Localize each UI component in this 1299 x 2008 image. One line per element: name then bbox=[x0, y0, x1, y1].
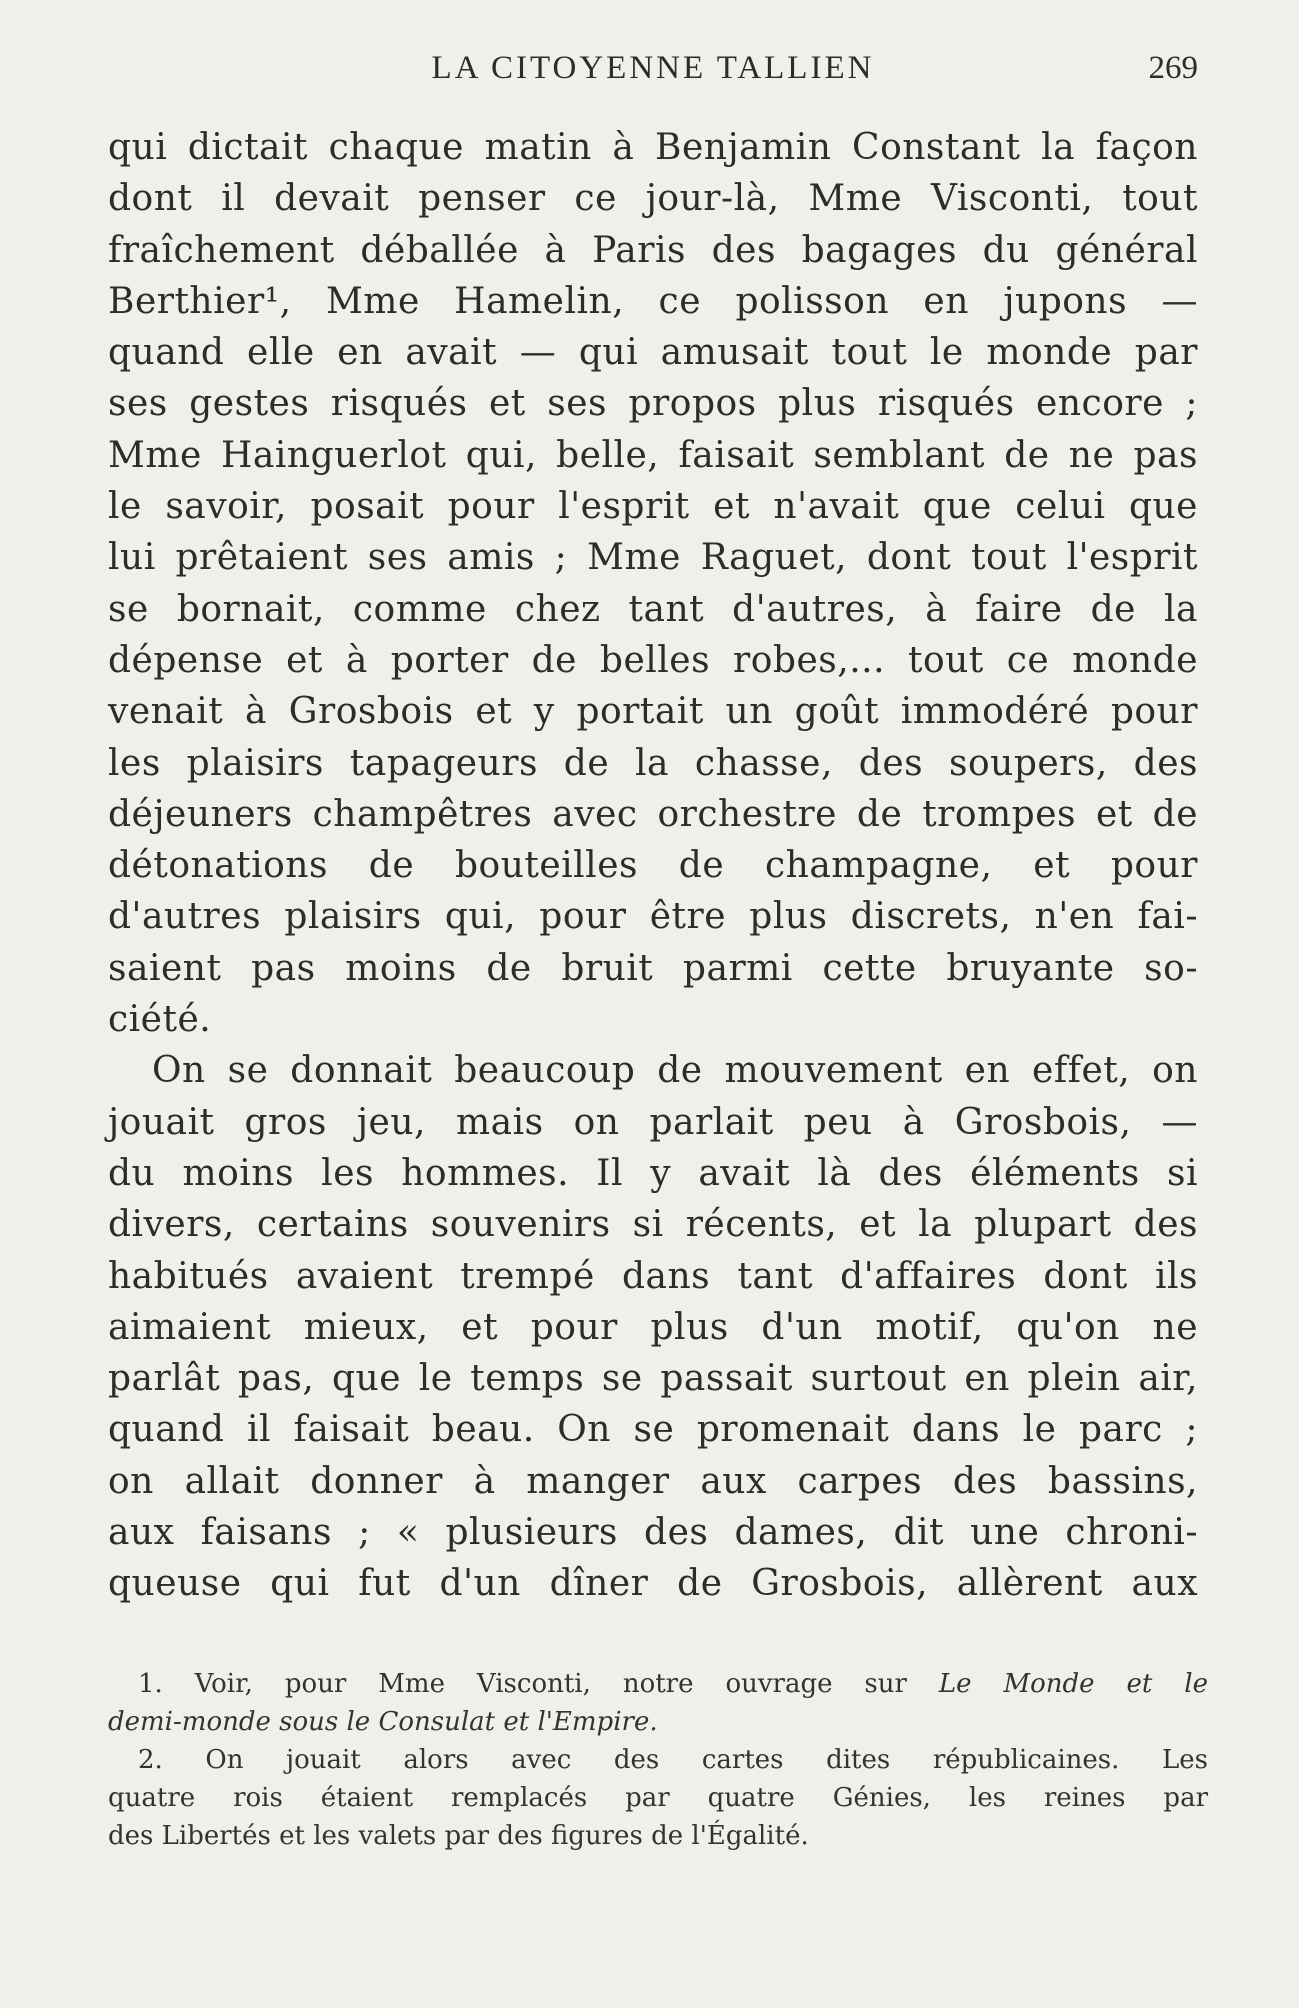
text-line: les plaisirs tapageurs de la chasse, des soupers, des bbox=[108, 742, 1198, 784]
running-title: LA CITOYENNE TALLIEN bbox=[431, 50, 875, 86]
page-number: 269 bbox=[1148, 50, 1198, 86]
paragraph-start-line: On se donnait beaucoup de mouvement en effet, on bbox=[152, 1050, 1198, 1092]
text-line: dont il devait penser ce jour-là, Mme Visconti, tout bbox=[108, 178, 1198, 220]
footnote-1 bbox=[108, 1665, 1208, 1703]
running-head bbox=[108, 50, 1198, 98]
text-line: ses gestes risqués et ses propos plus risqués encore ; bbox=[108, 383, 1198, 425]
text-line: qui dictait chaque matin à Benjamin Constant la façon bbox=[108, 127, 1198, 168]
text-line: parlât pas, que le temps se passait surtout en plein air, bbox=[108, 1358, 1198, 1400]
text-line: fraîchement déballée à Paris des bagages du général bbox=[108, 229, 1198, 271]
footnotes bbox=[108, 1665, 1208, 1855]
text-line: saient pas moins de bruit parmi cette bruyante so- bbox=[108, 947, 1198, 989]
text-line: ciété. bbox=[108, 999, 212, 1041]
text-line: aux faisans ; « plusieurs des dames, dit une chroni- bbox=[108, 1512, 1198, 1554]
text-line: quand il faisait beau. On se promenait dans le parc ; bbox=[108, 1409, 1198, 1451]
text-line: le savoir, posait pour l'esprit et n'avait que celui que bbox=[108, 486, 1198, 528]
body-text bbox=[108, 122, 1198, 1610]
text-line: queuse qui fut d'un dîner de Grosbois, allèrent aux bbox=[108, 1563, 1198, 1605]
text-line: divers, certains souvenirs si récents, et la plupart des bbox=[108, 1204, 1198, 1246]
text-line: d'autres plaisirs qui, pour être plus discrets, n'en fai- bbox=[108, 896, 1198, 938]
text-line: Berthier¹, Mme Hamelin, ce polisson en jupons — bbox=[108, 280, 1198, 322]
footnote-1-continued bbox=[108, 1703, 1208, 1741]
text-line: du moins les hommes. Il y avait là des éléments si bbox=[108, 1152, 1198, 1194]
text-line: déjeuners champêtres avec orchestre de trompes et de bbox=[108, 793, 1198, 835]
text-line: se bornait, comme chez tant d'autres, à faire de la bbox=[108, 588, 1198, 630]
footnote-1-text: 1. Voir, pour Mme Visconti, notre ouvrage sur bbox=[138, 1669, 907, 1699]
footnote-2: 2. On jouait alors avec des cartes dites républicaines. Les bbox=[138, 1745, 1208, 1775]
text-line: habitués avaient trempé dans tant d'affaires dont ils bbox=[108, 1255, 1198, 1297]
text-line: Mme Hainguerlot qui, belle, faisait semblant de ne pas bbox=[108, 434, 1198, 476]
text-line: lui prêtaient ses amis ; Mme Raguet, dont tout l'esprit bbox=[108, 537, 1198, 579]
text-line: venait à Grosbois et y portait un goût immodéré pour bbox=[108, 691, 1198, 733]
footnote-1-title-continued: demi-monde sous le Consulat et l'Empire. bbox=[108, 1707, 658, 1737]
text-line: quand elle en avait — qui amusait tout le monde par bbox=[108, 332, 1198, 374]
footnote-1-title: Le Monde et le bbox=[938, 1669, 1208, 1699]
text-line: dépense et à porter de belles robes,... tout ce monde bbox=[108, 639, 1198, 681]
text-line: on allait donner à manger aux carpes des bassins, bbox=[108, 1460, 1198, 1502]
text-line: aimaient mieux, et pour plus d'un motif, qu'on ne bbox=[108, 1306, 1198, 1348]
footnote-2-line: des Libertés et les valets par des figures de l'Égalité. bbox=[108, 1821, 809, 1851]
text-line: jouait gros jeu, mais on parlait peu à Grosbois, — bbox=[108, 1101, 1198, 1143]
text-line: détonations de bouteilles de champagne, et pour bbox=[108, 845, 1198, 887]
footnote-2-line: quatre rois étaient remplacés par quatre Génies, les reines par bbox=[108, 1783, 1208, 1813]
